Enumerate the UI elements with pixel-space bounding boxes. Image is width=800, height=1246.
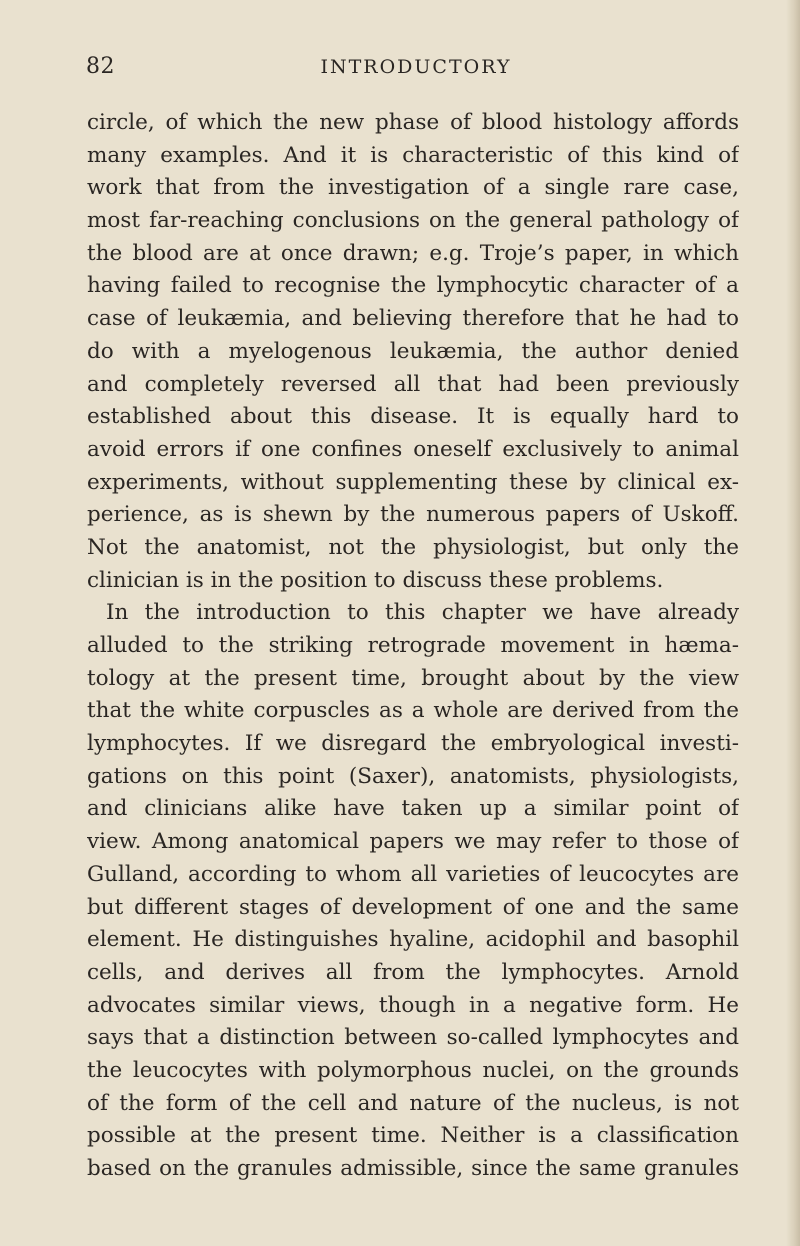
text-line: and clinicians alike have taken up a similar point of bbox=[87, 796, 739, 822]
text-line: element. He distinguishes hyaline, acidophil and basophil bbox=[87, 927, 739, 953]
text-line: do with a myelogenous leukæmia, the author denied bbox=[87, 338, 739, 364]
text-line: lymphocytes. If we disregard the embryological investi- bbox=[87, 731, 739, 757]
text-line: possible at the present time. Neither is a classification bbox=[87, 1123, 739, 1149]
text-line: work that from the investigation of a single rare case, bbox=[87, 175, 739, 201]
text-line: established about this disease. It is equally hard to bbox=[87, 404, 739, 430]
text-line: and completely reversed all that had been previously bbox=[87, 371, 739, 397]
body-text bbox=[87, 107, 739, 1186]
text-line: the blood are at once drawn; e.g. Troje’s paper, in which bbox=[87, 240, 739, 266]
page-number: 82 bbox=[86, 54, 115, 79]
text-line: advocates similar views, though in a negative form. He bbox=[87, 992, 739, 1018]
text-line: alluded to the striking retrograde movement in hæma- bbox=[87, 633, 739, 658]
text-line: clinician is in the position to discuss these problems. bbox=[87, 567, 664, 593]
page-edge-shadow bbox=[786, 0, 800, 1246]
text-line: circle, of which the new phase of blood histology affords bbox=[87, 110, 739, 135]
text-line: the leucocytes with polymorphous nuclei, on the grounds bbox=[87, 1057, 739, 1083]
text-line: most far-reaching conclusions on the general pathology of bbox=[87, 208, 739, 234]
text-line: many examples. And it is characteristic of this kind of bbox=[87, 142, 739, 168]
text-line: having failed to recognise the lymphocytic character of a bbox=[87, 273, 739, 299]
text-line: case of leukæmia, and believing therefore that he had to bbox=[87, 306, 739, 332]
text-line: of the form of the cell and nature of the nucleus, is not bbox=[87, 1090, 739, 1116]
text-line: avoid errors if one confines oneself exclusively to animal bbox=[87, 436, 739, 462]
text-line: cells, and derives all from the lymphocytes. Arnold bbox=[87, 959, 739, 985]
text-line: that the white corpuscles as a whole are derived from the bbox=[87, 698, 739, 724]
text-line: but different stages of development of one and the same bbox=[87, 894, 739, 920]
running-head: INTRODUCTORY bbox=[320, 56, 512, 78]
text-line: Not the anatomist, not the physiologist, but only the bbox=[87, 534, 739, 560]
text-line: gations on this point (Saxer), anatomists, physiologists, bbox=[87, 763, 739, 789]
text-line: experiments, without supplementing these by clinical ex- bbox=[87, 469, 739, 495]
text-line: based on the granules admissible, since the same granules bbox=[87, 1156, 739, 1181]
text-line: says that a distinction between so-called lymphocytes and bbox=[87, 1025, 739, 1051]
text-line: Gulland, according to whom all varieties of leucocytes are bbox=[87, 861, 739, 887]
text-line: tology at the present time, brought about by the view bbox=[87, 665, 739, 691]
paragraph-first-line: In the introduction to this chapter we have already bbox=[106, 600, 739, 626]
page-header bbox=[86, 54, 726, 84]
text-line: perience, as is shewn by the numerous papers of Uskoff. bbox=[87, 502, 739, 528]
text-line: view. Among anatomical papers we may refer to those of bbox=[87, 829, 739, 855]
